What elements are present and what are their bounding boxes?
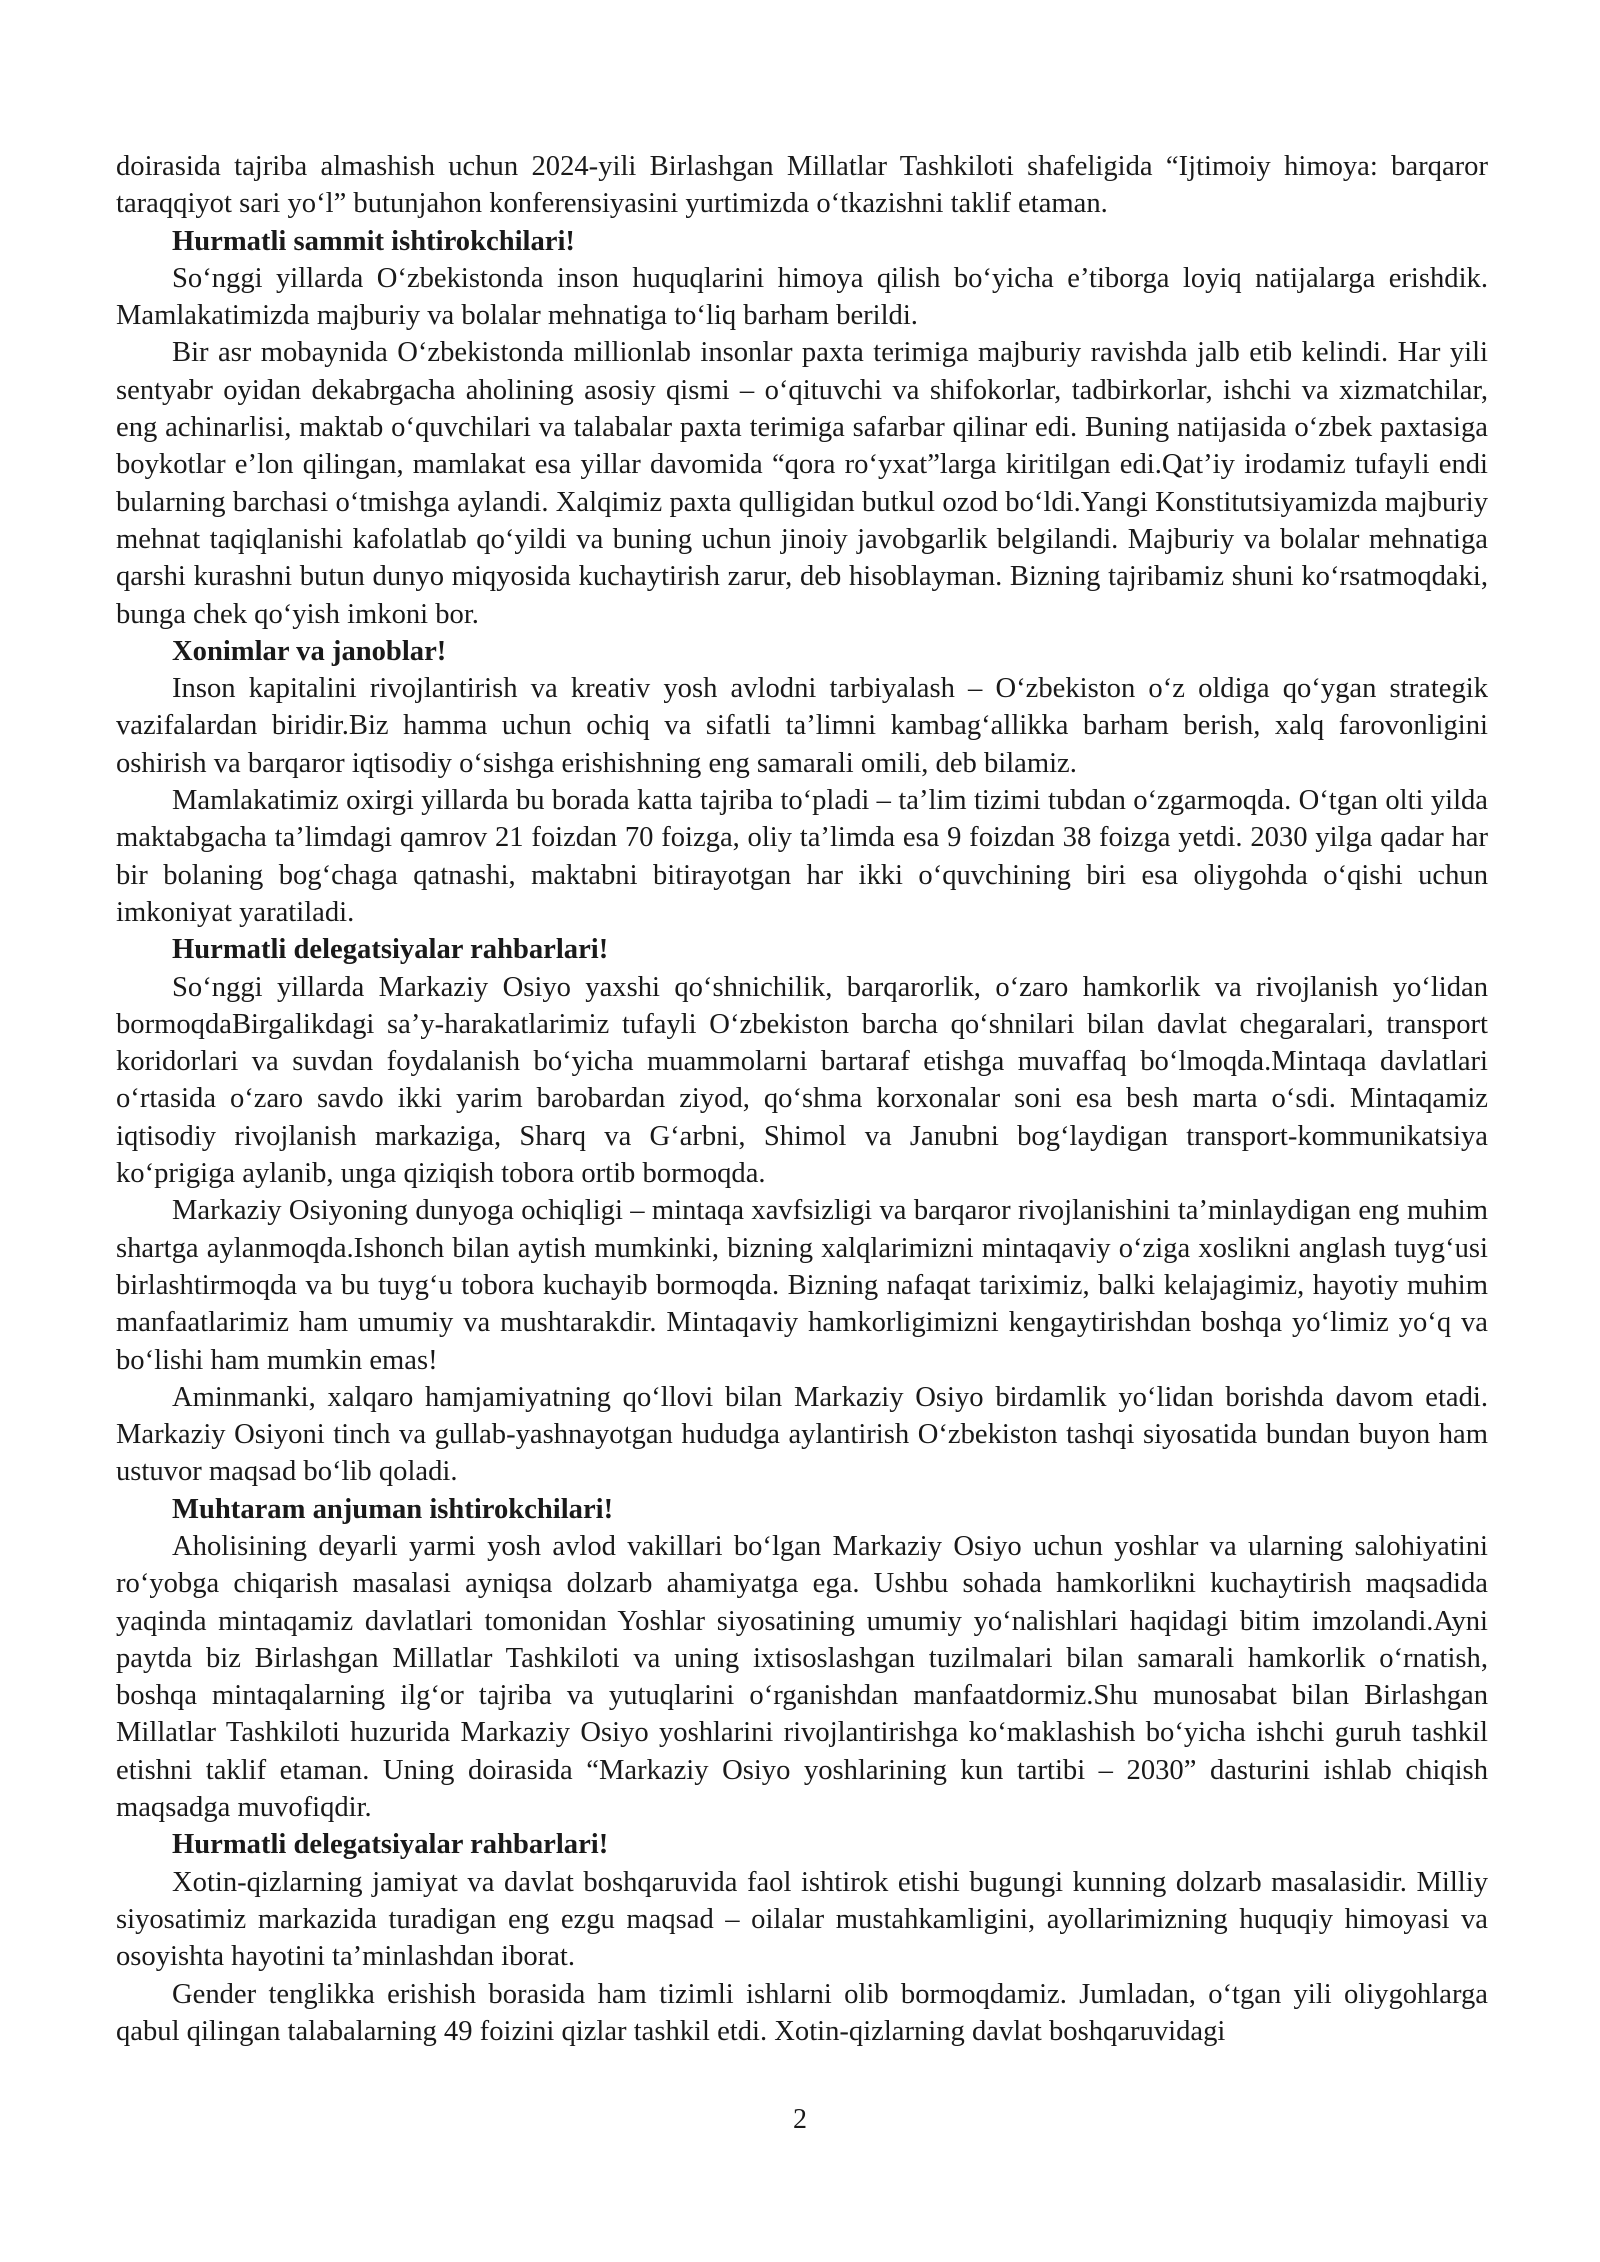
document-body xyxy=(116,148,1488,2050)
section-heading: Hurmatli delegatsiyalar rahbarlari! xyxy=(172,1829,609,1861)
paragraph: Soʻnggi yillarda Oʻzbekistonda inson huquqlarini himoya qilish boʻyicha e’tiborga loyiq natijalarga erishdik. Mamlakatimizda majburiy va bolalar mehnatiga toʻliq barham berildi. xyxy=(116,262,1488,332)
section-heading: Xonimlar va janoblar! xyxy=(172,635,447,667)
paragraph: Aminmanki, xalqaro hamjamiyatning qoʻllovi bilan Markaziy Osiyo birdamlik yoʻlidan borishda davom etadi. Markaziy Osiyoni tinch va gullab-yashnayotgan hududga aylantirish Oʻzbekiston tashqi siyosatida bundan buyon ham ustuvor maqsad boʻlib qoladi. xyxy=(116,1381,1488,1488)
paragraph: Xotin-qizlarning jamiyat va davlat boshqaruvida faol ishtirok etishi bugungi kunning dolzarb masalasidir. Milliy siyosatimiz markazida turadigan eng ezgu maqsad – oilalar mustahkamligini, ayollarimizning huquqiy himoyasi va osoyishta hayotini ta’minlashdan iborat. xyxy=(116,1866,1488,1973)
paragraph-continuation: doirasida tajriba almashish uchun 2024-yili Birlashgan Millatlar Tashkiloti shafeligida “Ijtimoiy himoya: barqaror taraqqiyot sari yoʻl” butunjahon konferensiyasini yurtimizda oʻtkazishni taklif etaman. xyxy=(116,151,1488,220)
page-number: 2 xyxy=(793,2104,807,2135)
paragraph: Bir asr mobaynida Oʻzbekistonda millionlab insonlar paxta terimiga majburiy ravishda jalb etib kelindi. Har yili sentyabr oyidan dekabrgacha aholining asosiy qismi – oʻqituvchi va shifokorlar, tadbirkorlar, ishchi va xizmatchilar, eng achinarlisi, maktab oʻquvchilari va talabalar paxta terimiga safarbar qilinar edi. Buning natijasida oʻzbek paxtasiga boykotlar e’lon qilingan, mamlakat esa yillar davomida “qora roʻyxat”larga kiritilgan edi.Qat’iy irodamiz tufayli endi bularning barchasi oʻtmishga aylandi. Xalqimiz paxta qulligidan butkul ozod boʻldi.Yangi Konstitutsiyamizda majburiy mehnat taqiqlanishi kafolatlab qoʻyildi va buning uchun jinoiy javobgarlik belgilandi. Majburiy va bolalar mehnatiga qarshi kurashni butun dunyo miqyosida kuchaytirish zarur, deb hisoblayman. Bizning tajribamiz shuni koʻrsatmoqdaki, bunga chek qoʻyish imkoni bor. xyxy=(116,337,1488,630)
paragraph: Gender tenglikka erishish borasida ham tizimli ishlarni olib bormoqdamiz. Jumladan, oʻtgan yili oliygohlarga qabul qilingan talabalarning 49 foizini qizlar tashkil etdi. Xotin-qizlarning davlat boshqaruvidagi xyxy=(116,1978,1488,2047)
section-heading: Muhtaram anjuman ishtirokchilari! xyxy=(172,1493,614,1525)
paragraph: Inson kapitalini rivojlantirish va kreativ yosh avlodni tarbiyalash – Oʻzbekiston oʻz oldiga qoʻygan strategik vazifalardan biridir.Biz hamma uchun ochiq va sifatli ta’limni kambagʻallikka barham berish, xalq farovonligini oshirish va barqaror iqtisodiy oʻsishga erishishning eng samarali omili, deb bilamiz. xyxy=(116,673,1488,779)
paragraph: Aholisining deyarli yarmi yosh avlod vakillari boʻlgan Markaziy Osiyo uchun yoshlar va ularning salohiyatini roʻyobga chiqarish masalasi ayniqsa dolzarb ahamiyatga ega. Ushbu sohada hamkorlikni kuchaytirish maqsadida yaqinda mintaqamiz davlatlari tomonidan Yoshlar siyosatining umumiy yoʻnalishlari haqidagi bitim imzolandi.Ayni paytda biz Birlashgan Millatlar Tashkiloti va uning ixtisoslashgan tuzilmalari bilan samarali hamkorlik oʻrnatish, boshqa mintaqalarning ilgʻor tajriba va yutuqlarini oʻrganishdan manfaatdormiz.Shu munosabat bilan Birlashgan Millatlar Tashkiloti huzurida Markaziy Osiyo yoshlarini rivojlantirishga koʻmaklashish boʻyicha ishchi guruh tashkil etishni taklif etaman. Uning doirasida “Markaziy Osiyo yoshlarining kun tartibi – 2030” dasturini ishlab chiqish maqsadga muvofiqdir. xyxy=(116,1530,1488,1824)
paragraph: Markaziy Osiyoning dunyoga ochiqligi – mintaqa xavfsizligi va barqaror rivojlanishini ta’minlaydigan eng muhim shartga aylanmoqda.Ishonch bilan aytish mumkinki, bizning xalqlarimizni mintaqaviy oʻziga xoslikni anglash tuygʻusi birlashtirmoqda va bu tuygʻu tobora kuchayib bormoqda. Bizning nafaqat tariximiz, balki kelajagimiz, hayotiy muhim manfaatlarimiz ham umumiy va mushtarakdir. Mintaqaviy hamkorligimizni kengaytirishdan boshqa yoʻlimiz yoʻq va boʻlishi ham mumkin emas! xyxy=(116,1195,1488,1376)
section-heading: Hurmatli sammit ishtirokchilari! xyxy=(172,225,575,257)
paragraph: Mamlakatimiz oxirgi yillarda bu borada katta tajriba toʻpladi – ta’lim tizimi tubdan oʻzgarmoqda. Oʻtgan olti yilda maktabgacha ta’limdagi qamrov 21 foizdan 70 foizga, oliy ta’limda esa 9 foizdan 38 foizga yetdi. 2030 yilga qadar har bir bolaning bogʻchaga qatnashi, maktabni bitirayotgan har ikki oʻquvchining biri esa oliygohda oʻqishi uchun imkoniyat yaratiladi. xyxy=(116,785,1488,928)
paragraph: Soʻnggi yillarda Markaziy Osiyo yaxshi qoʻshnichilik, barqarorlik, oʻzaro hamkorlik va rivojlanish yoʻlidan bormoqdaBirgalikdagi sa’y-harakatlarimiz tufayli Oʻzbekiston barcha qoʻshnilari bilan davlat chegaralari, transport koridorlari va suvdan foydalanish boʻyicha muammolarni bartaraf etishga muvaffaq boʻlmoqda.Mintaqa davlatlari oʻrtasida oʻzaro savdo ikki yarim barobardan ziyod, qoʻshma korxonalar soni esa besh marta oʻsdi. Mintaqamiz iqtisodiy rivojlanish markaziga, Sharq va Gʻarbni, Shimol va Janubni bogʻlaydigan transport-kommunikatsiya koʻprigiga aylanib, unga qiziqish tobora ortib bormoqda. xyxy=(116,971,1488,1190)
section-heading: Hurmatli delegatsiyalar rahbarlari! xyxy=(172,934,609,966)
